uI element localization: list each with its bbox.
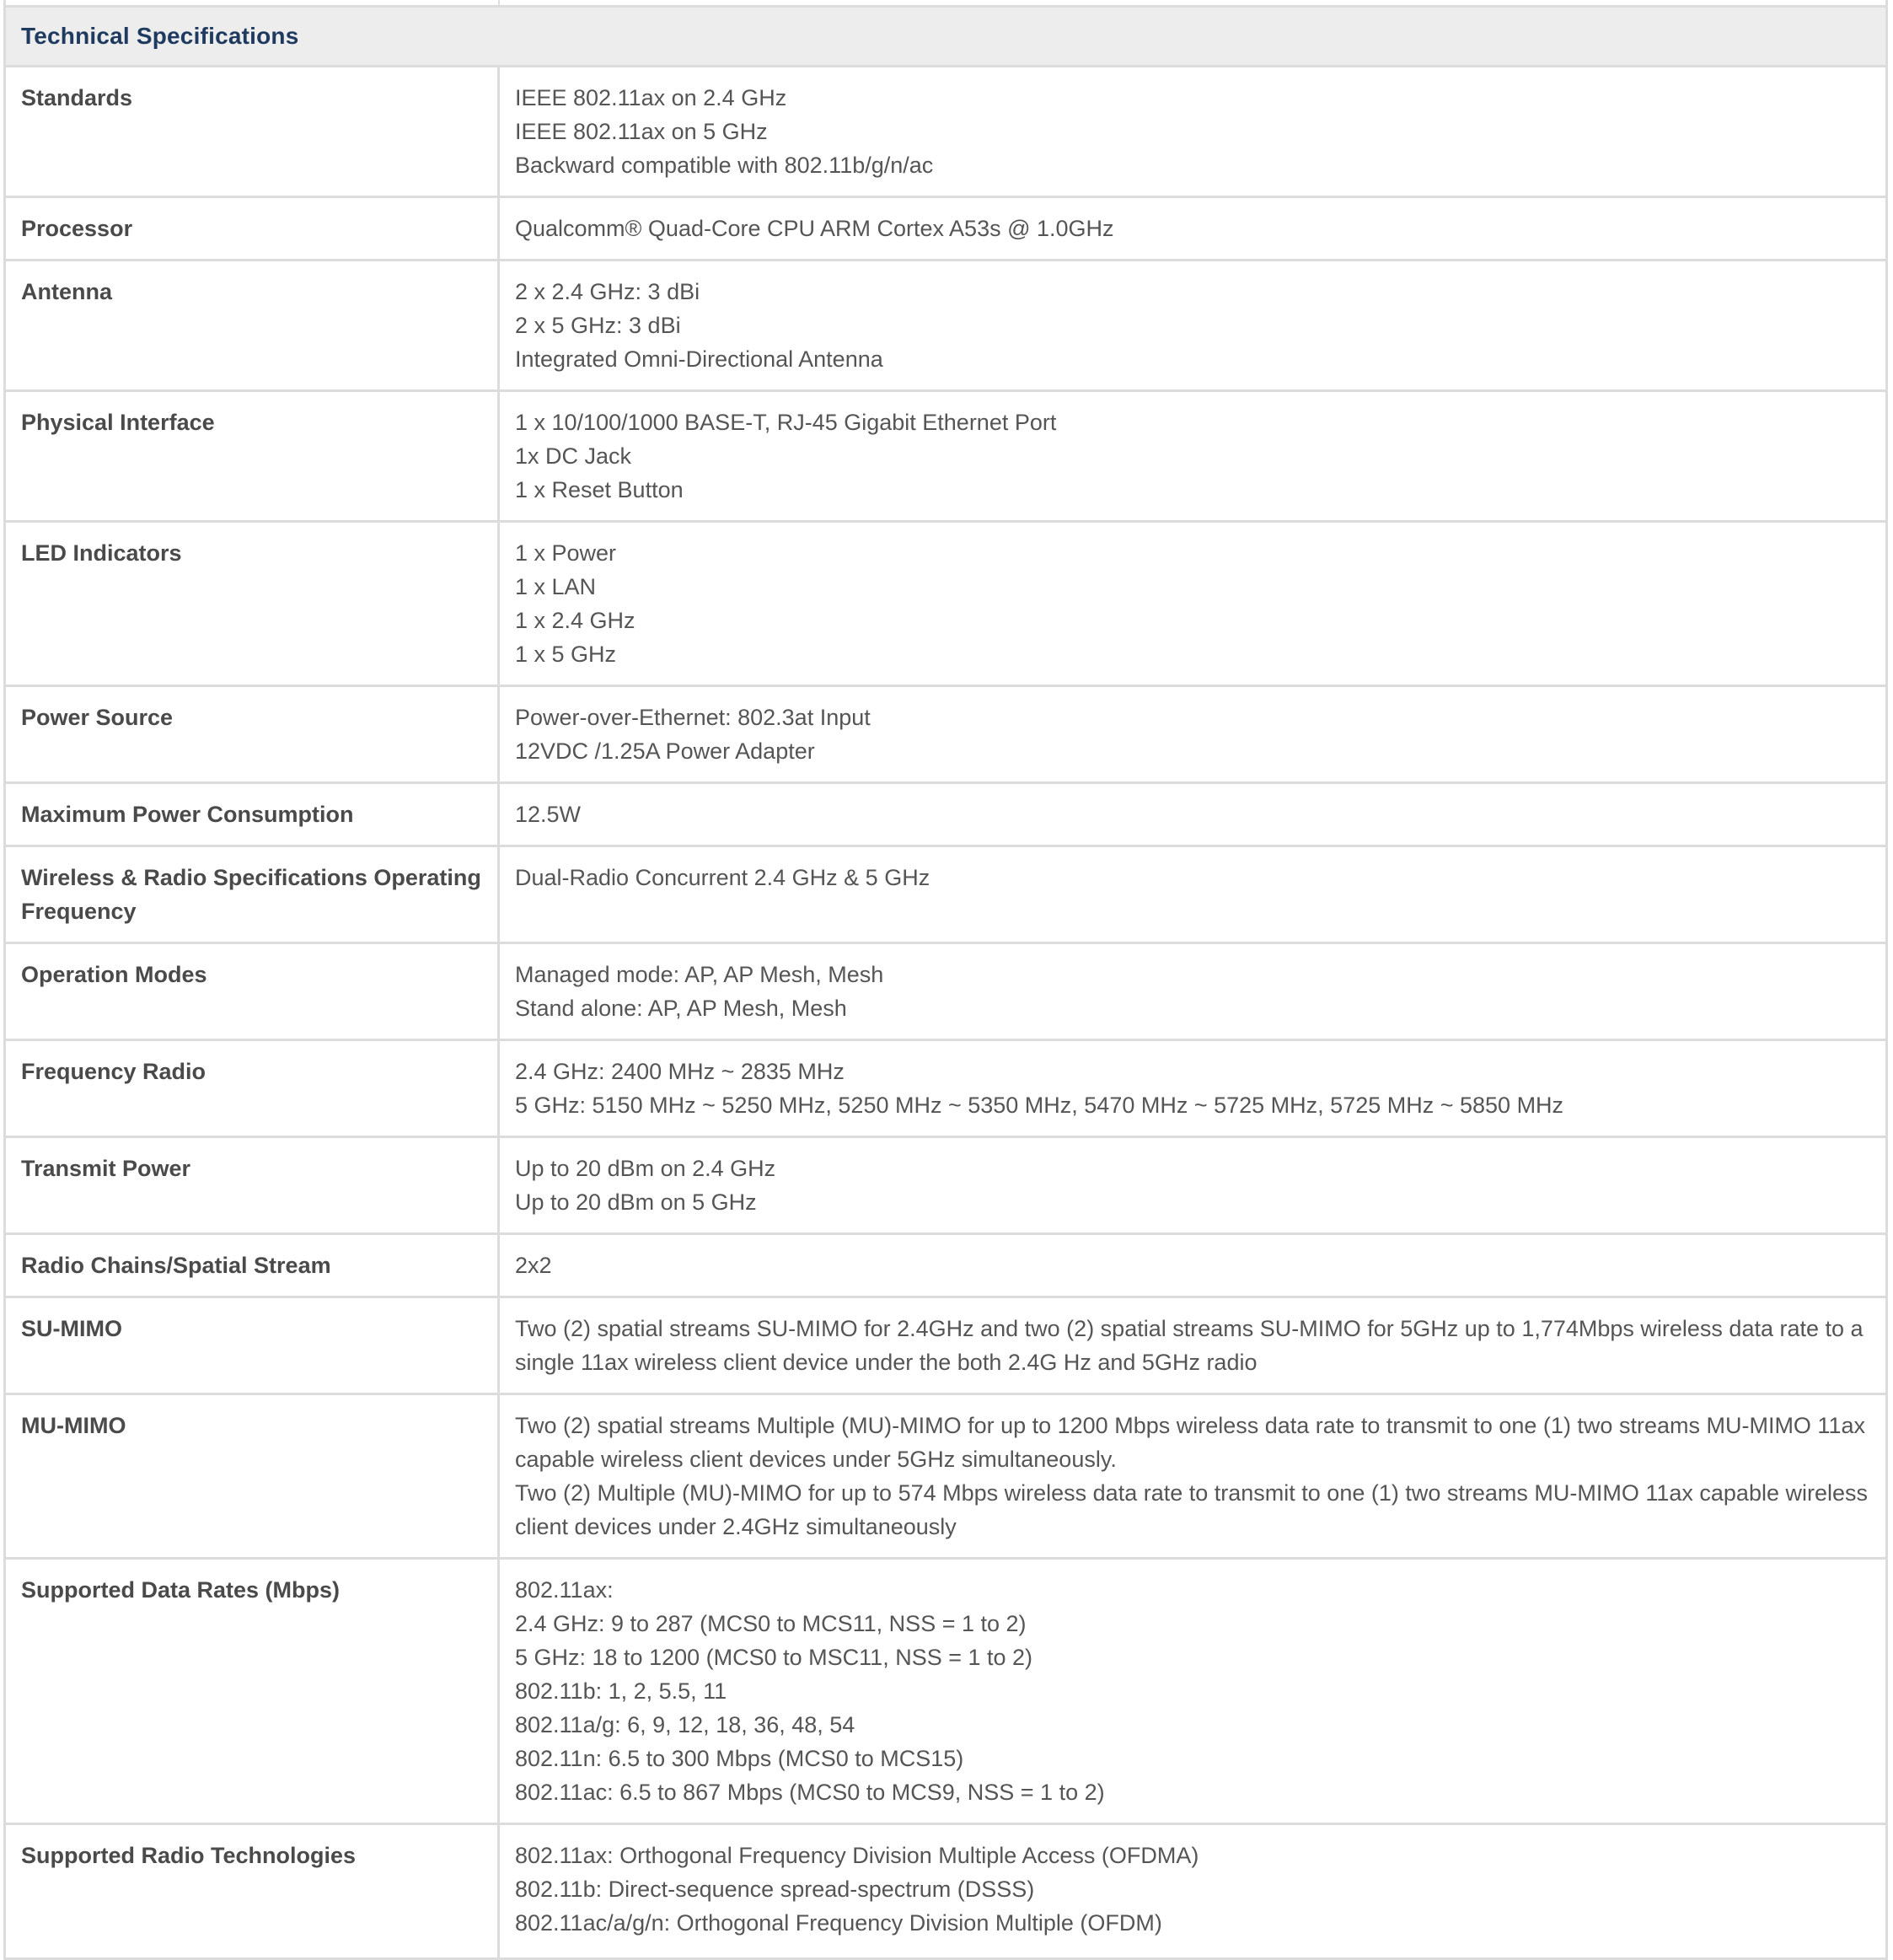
spec-value-line: 12.5W: [515, 802, 582, 827]
spec-value: [499, 1040, 1887, 1137]
spec-value-line: Managed mode: AP, AP Mesh, Mesh: [515, 962, 884, 987]
spec-label: Transmit Power: [5, 1137, 499, 1234]
spec-value-line: 12VDC /1.25A Power Adapter: [515, 738, 815, 764]
spec-value-line: 1 x 5 GHz: [515, 642, 617, 667]
spec-row-mu-mimo: [5, 1394, 1887, 1559]
spec-value-line: 802.11b: Direct-sequence spread-spectrum (DSSS): [515, 1877, 1035, 1902]
spec-value-line: 1 x LAN: [515, 574, 597, 599]
spec-value: [499, 391, 1887, 522]
spec-value-line: 1 x Reset Button: [515, 477, 684, 502]
spec-label: Antenna: [5, 260, 499, 391]
spec-row-supported-radio-technologies: [5, 1824, 1887, 1959]
spec-label: Power Source: [5, 686, 499, 783]
spec-value-line: 802.11ax: Orthogonal Frequency Division Multiple Access (OFDMA): [515, 1843, 1199, 1868]
spec-value-line: 2.4 GHz: 9 to 287 (MCS0 to MCS11, NSS = 1 to 2): [515, 1611, 1027, 1636]
spec-value-line: IEEE 802.11ax on 2.4 GHz: [515, 85, 787, 110]
spec-row-frequency-radio: [5, 1040, 1887, 1137]
spec-label: Physical Interface: [5, 391, 499, 522]
spec-value: [499, 197, 1887, 260]
spec-value-line: 2.4 GHz: 2400 MHz ~ 2835 MHz: [515, 1059, 845, 1084]
spec-value: [499, 783, 1887, 846]
spec-value: [499, 1394, 1887, 1559]
spec-row-su-mimo: [5, 1297, 1887, 1394]
spec-label: Operation Modes: [5, 943, 499, 1040]
spec-value-line: 2x2: [515, 1253, 552, 1278]
spec-value: [499, 943, 1887, 1040]
spec-value-line: 5 GHz: 18 to 1200 (MCS0 to MSC11, NSS = 1 to 2): [515, 1645, 1033, 1670]
spec-row-transmit-power: [5, 1137, 1887, 1234]
technical-specifications-table: [3, 5, 1888, 1960]
spec-value-line: Power-over-Ethernet: 802.3at Input: [515, 705, 871, 730]
spec-label: LED Indicators: [5, 522, 499, 686]
spec-value-line: Backward compatible with 802.11b/g/n/ac: [515, 153, 934, 178]
spec-value-line: 1 x Power: [515, 540, 617, 566]
spec-value: [499, 67, 1887, 197]
spec-value: [499, 260, 1887, 391]
spec-value-line: 802.11ax:: [515, 1577, 614, 1603]
spec-value-line: IEEE 802.11ax on 5 GHz: [515, 119, 768, 144]
spec-row-operation-modes: [5, 943, 1887, 1040]
spec-value: [499, 686, 1887, 783]
spec-label: Standards: [5, 67, 499, 197]
spec-value-line: Dual-Radio Concurrent 2.4 GHz & 5 GHz: [515, 865, 930, 890]
spec-value-line: Two (2) spatial streams SU-MIMO for 2.4GHz and two (2) spatial streams SU-MIMO for 5GHz up to 1,774Mbps wireless data rate to a single 11ax wireless client device under the both 2.4G Hz and 5GHz radio: [515, 1316, 1864, 1375]
spec-row-power-source: [5, 686, 1887, 783]
spec-label: SU-MIMO: [5, 1297, 499, 1394]
spec-row-physical-interface: [5, 391, 1887, 522]
spec-value: [499, 1824, 1887, 1959]
spec-row-processor: [5, 197, 1887, 260]
spec-value-line: Qualcomm® Quad-Core CPU ARM Cortex A53s @ 1.0GHz: [515, 216, 1114, 241]
spec-value-line: Up to 20 dBm on 5 GHz: [515, 1189, 757, 1215]
spec-value-line: Integrated Omni-Directional Antenna: [515, 346, 883, 372]
spec-value-line: 1 x 10/100/1000 BASE-T, RJ-45 Gigabit Ethernet Port: [515, 410, 1057, 435]
spec-value-line: Two (2) Multiple (MU)-MIMO for up to 574 Mbps wireless data rate to transmit to one (1) two streams MU-MIMO 11ax capable wireless client devices under 2.4GHz simultaneously: [515, 1480, 1868, 1539]
spec-label: Processor: [5, 197, 499, 260]
spec-value: [499, 1559, 1887, 1824]
spec-label: MU-MIMO: [5, 1394, 499, 1559]
spec-value-line: 5 GHz: 5150 MHz ~ 5250 MHz, 5250 MHz ~ 5350 MHz, 5470 MHz ~ 5725 MHz, 5725 MHz ~ 5850 MHz: [515, 1093, 1564, 1118]
spec-value: [499, 1137, 1887, 1234]
spec-row-operating-frequency: [5, 846, 1887, 943]
spec-label: Frequency Radio: [5, 1040, 499, 1137]
spec-row-max-power-consumption: [5, 783, 1887, 846]
spec-label: Supported Radio Technologies: [5, 1824, 499, 1959]
spec-value: [499, 1297, 1887, 1394]
spec-label: Maximum Power Consumption: [5, 783, 499, 846]
spec-value-line: Up to 20 dBm on 2.4 GHz: [515, 1156, 776, 1181]
spec-row-supported-data-rates: [5, 1559, 1887, 1824]
spec-value-line: 1 x 2.4 GHz: [515, 608, 635, 633]
spec-value-line: 1x DC Jack: [515, 443, 632, 469]
spec-value-line: 802.11b: 1, 2, 5.5, 11: [515, 1678, 727, 1704]
spec-row-radio-chains: [5, 1234, 1887, 1297]
spec-value-line: 802.11ac/a/g/n: Orthogonal Frequency Division Multiple (OFDM): [515, 1910, 1162, 1936]
spec-value-line: Stand alone: AP, AP Mesh, Mesh: [515, 996, 847, 1021]
spec-value: [499, 522, 1887, 686]
section-title: Technical Specifications: [5, 7, 1887, 67]
spec-rows: [5, 67, 1887, 1959]
spec-label: Wireless & Radio Specifications Operating Frequency: [5, 846, 499, 943]
section-header-row: [5, 7, 1887, 67]
spec-value: [499, 1234, 1887, 1297]
spec-row-antenna: [5, 260, 1887, 391]
spec-label: Radio Chains/Spatial Stream: [5, 1234, 499, 1297]
spec-value-line: 2 x 5 GHz: 3 dBi: [515, 313, 681, 338]
spec-value-line: 802.11a/g: 6, 9, 12, 18, 36, 48, 54: [515, 1712, 855, 1737]
spec-value-line: Two (2) spatial streams Multiple (MU)-MIMO for up to 1200 Mbps wireless data rate to transmit to one (1) two streams MU-MIMO 11ax capable wireless client devices under 5GHz simultaneously.: [515, 1413, 1865, 1472]
spec-value: [499, 846, 1887, 943]
spec-row-led-indicators: [5, 522, 1887, 686]
spec-row-standards: [5, 67, 1887, 197]
spec-value-line: 802.11ac: 6.5 to 867 Mbps (MCS0 to MCS9, NSS = 1 to 2): [515, 1780, 1105, 1805]
spec-value-line: 802.11n: 6.5 to 300 Mbps (MCS0 to MCS15): [515, 1746, 964, 1771]
spec-value-line: 2 x 2.4 GHz: 3 dBi: [515, 279, 700, 304]
spec-label: Supported Data Rates (Mbps): [5, 1559, 499, 1824]
